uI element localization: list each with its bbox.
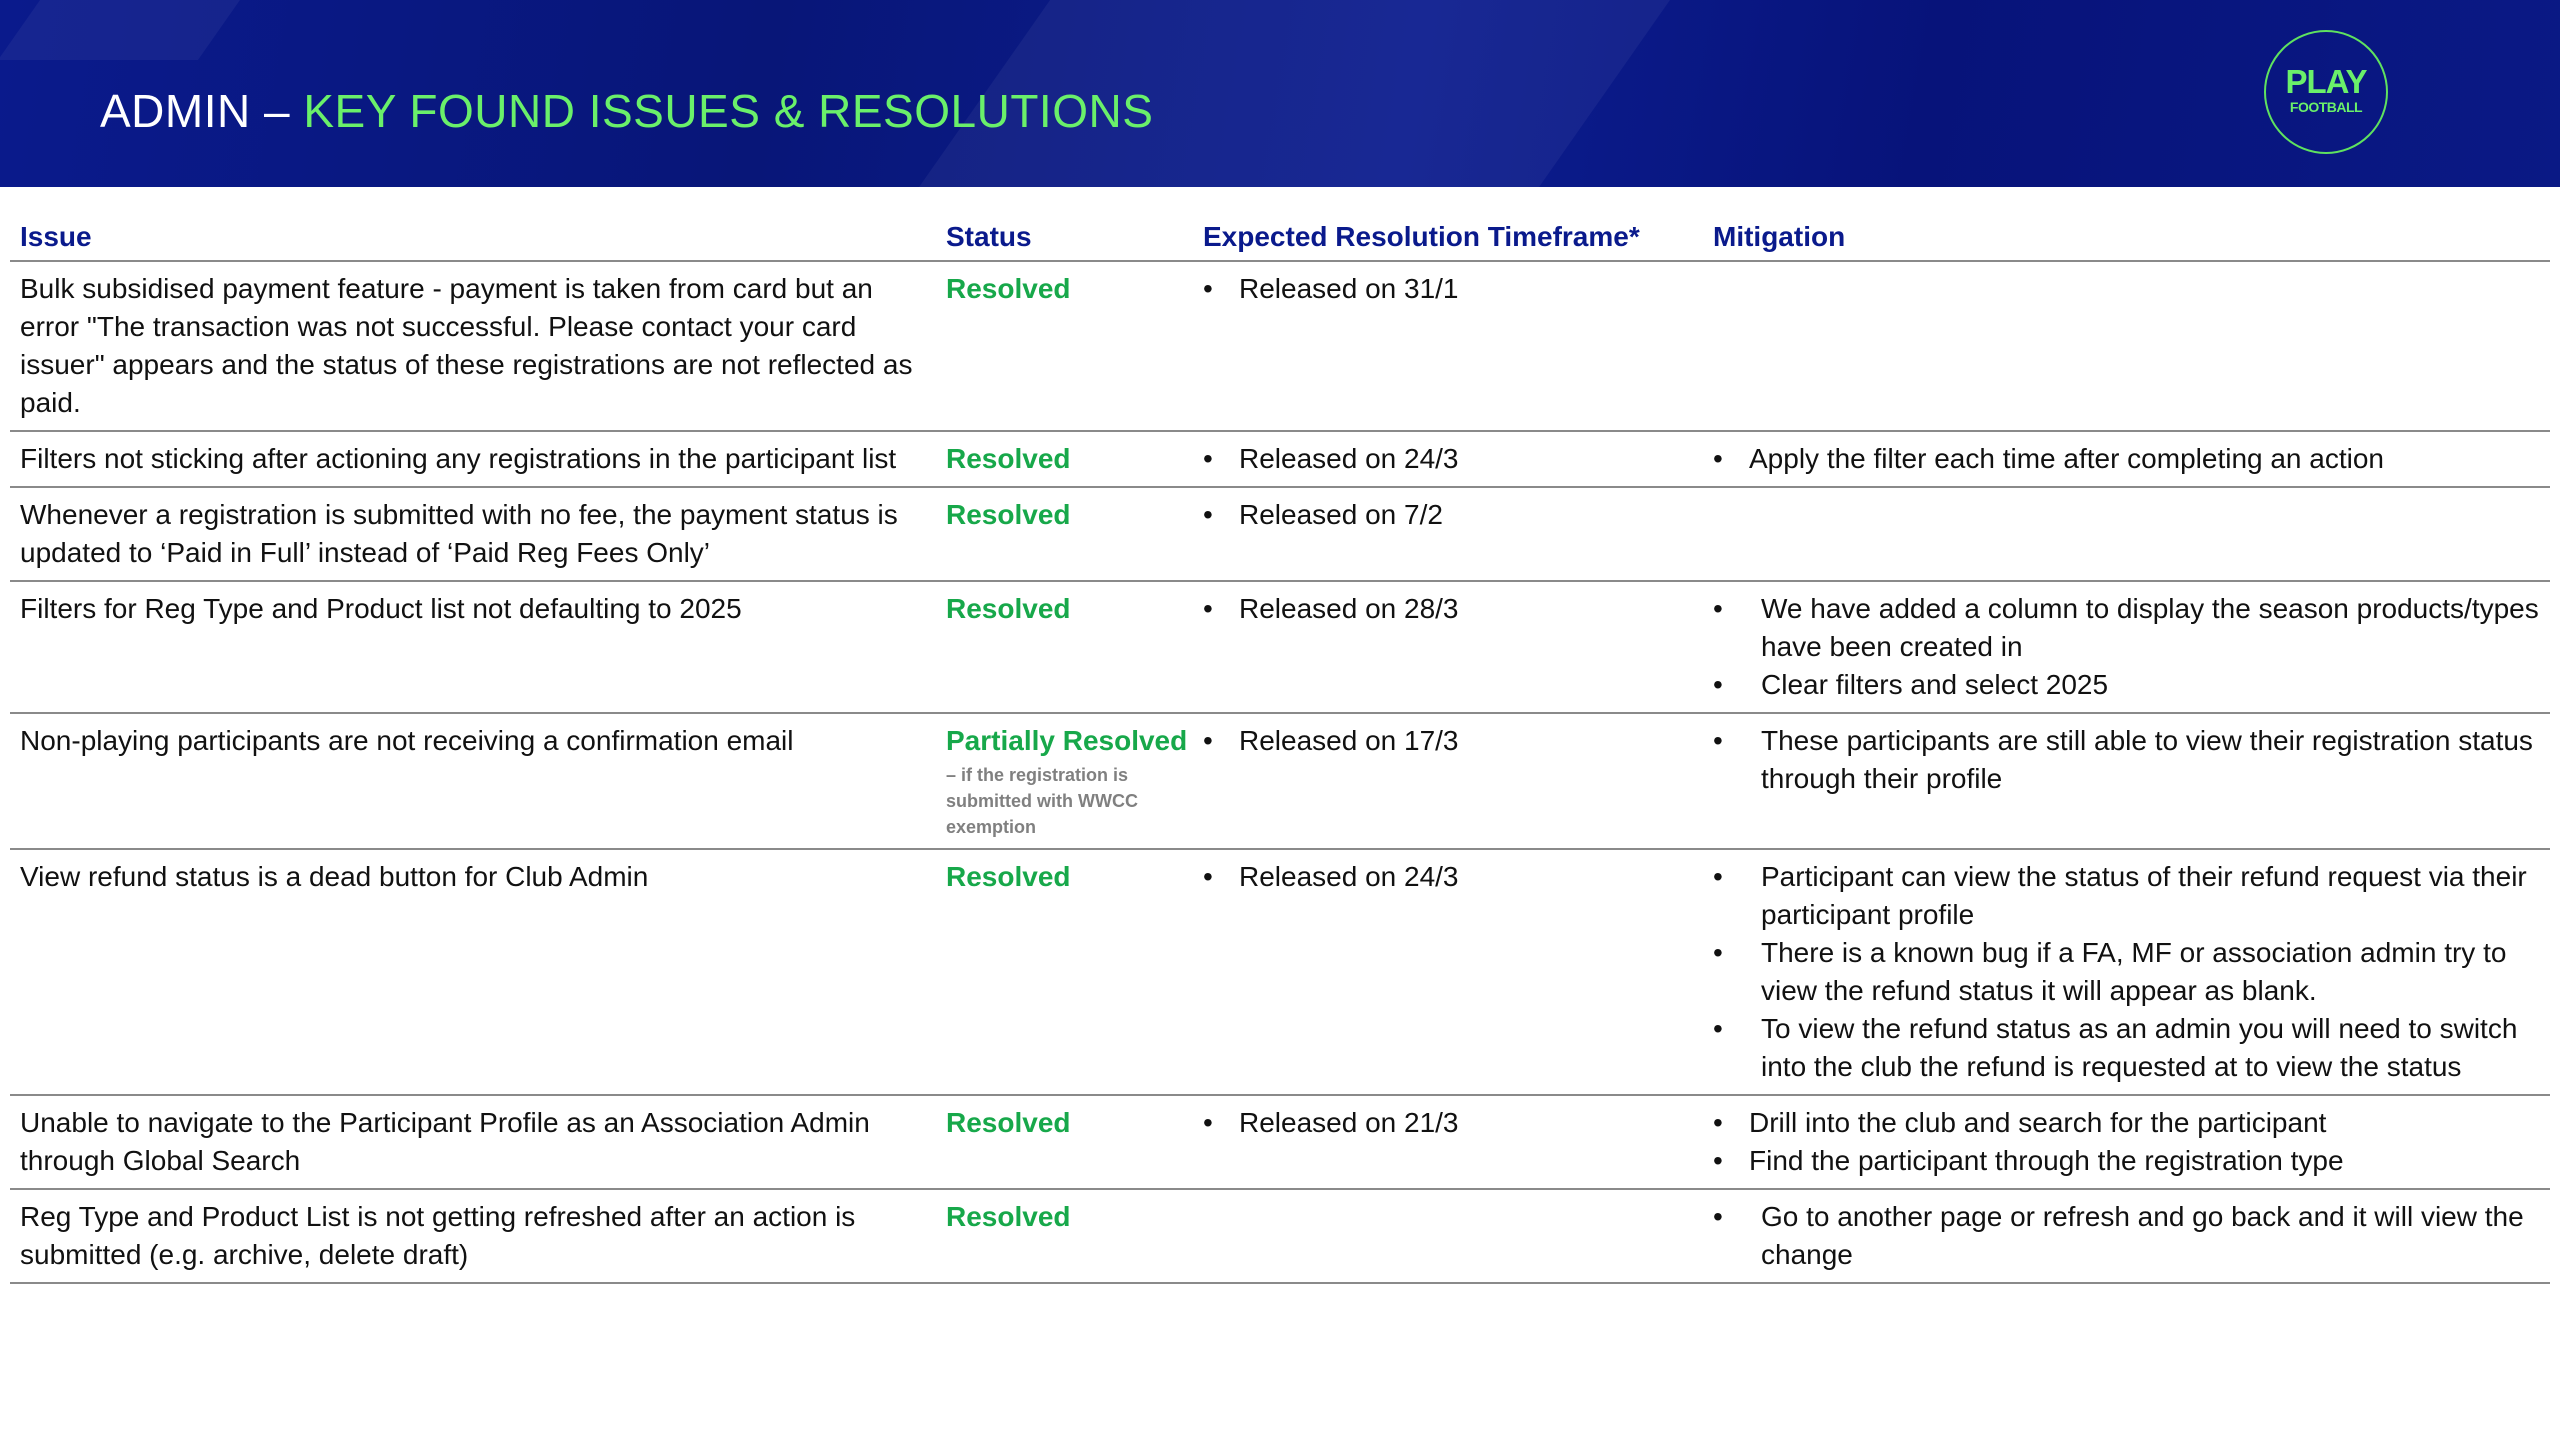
issue-cell: View refund status is a dead button for Club Admin <box>10 849 936 1095</box>
table-row <box>10 261 2550 431</box>
timeframe-list <box>1203 1104 1693 1142</box>
mitigation-cell <box>1703 487 2550 581</box>
mitigation-cell <box>1703 261 2550 431</box>
status-cell <box>936 261 1193 431</box>
status-cell <box>936 713 1193 849</box>
issue-cell: Reg Type and Product List is not getting refreshed after an action is submitted (e.g. archive, delete draft) <box>10 1189 936 1283</box>
slide-title <box>100 84 1153 138</box>
status-badge: Resolved <box>946 593 1071 624</box>
status-badge: Resolved <box>946 861 1071 892</box>
timeframe-list <box>1203 722 1693 760</box>
mitigation-item: • Apply the filter each time after completing an action <box>1713 440 2540 478</box>
column-header-timeframe: Expected Resolution Timeframe* <box>1193 212 1703 261</box>
status-cell <box>936 1189 1193 1283</box>
issues-table <box>10 212 2550 1284</box>
logo-text-play: PLAY <box>2285 63 2367 100</box>
issue-cell: Unable to navigate to the Participant Profile as an Association Admin through Global Search <box>10 1095 936 1189</box>
column-header-mitigation: Mitigation <box>1703 212 2550 261</box>
status-badge: Resolved <box>946 499 1071 530</box>
timeframe-cell <box>1193 713 1703 849</box>
mitigation-cell <box>1703 1095 2550 1189</box>
timeframe-item: • Released on 24/3 <box>1203 858 1693 896</box>
timeframe-list <box>1203 590 1693 628</box>
mitigation-cell <box>1703 713 2550 849</box>
timeframe-cell <box>1193 487 1703 581</box>
timeframe-item: • Released on 7/2 <box>1203 496 1693 534</box>
timeframe-cell <box>1193 1189 1703 1283</box>
mitigation-list <box>1713 1198 2540 1274</box>
table-row <box>10 581 2550 713</box>
timeframe-list <box>1203 858 1693 896</box>
mitigation-item: • There is a known bug if a FA, MF or association admin try to view the refund status it will appear as blank. <box>1713 934 2540 1010</box>
table-row <box>10 849 2550 1095</box>
mitigation-item: • To view the refund status as an admin you will need to switch into the club the refund is requested at to view the status <box>1713 1010 2540 1086</box>
table-row <box>10 431 2550 487</box>
issue-cell: Filters not sticking after actioning any registrations in the participant list <box>10 431 936 487</box>
mitigation-list <box>1713 590 2540 704</box>
timeframe-item: • Released on 31/1 <box>1203 270 1693 308</box>
header-decor-stripe <box>0 0 282 60</box>
timeframe-list <box>1203 270 1693 308</box>
status-badge: Resolved <box>946 1107 1071 1138</box>
mitigation-cell <box>1703 1189 2550 1283</box>
mitigation-list <box>1713 440 2540 478</box>
status-cell <box>936 487 1193 581</box>
status-cell <box>936 849 1193 1095</box>
timeframe-list <box>1203 440 1693 478</box>
mitigation-item: • Go to another page or refresh and go back and it will view the change <box>1713 1198 2540 1274</box>
mitigation-item: • Participant can view the status of their refund request via their participant profile <box>1713 858 2540 934</box>
table-row <box>10 1189 2550 1283</box>
mitigation-item: • Find the participant through the registration type <box>1713 1142 2540 1180</box>
issue-cell: Whenever a registration is submitted with no fee, the payment status is updated to ‘Paid in Full’ instead of ‘Paid Reg Fees Only’ <box>10 487 936 581</box>
mitigation-list <box>1713 722 2540 798</box>
status-cell <box>936 431 1193 487</box>
status-badge: Resolved <box>946 443 1071 474</box>
title-accent: KEY FOUND ISSUES & RESOLUTIONS <box>303 85 1154 137</box>
title-prefix: ADMIN – <box>100 85 304 137</box>
timeframe-item: • Released on 28/3 <box>1203 590 1693 628</box>
mitigation-item: • These participants are still able to view their registration status through their profile <box>1713 722 2540 798</box>
timeframe-cell <box>1193 261 1703 431</box>
play-football-logo <box>2264 30 2388 154</box>
status-badge: Resolved <box>946 1201 1071 1232</box>
table-row <box>10 487 2550 581</box>
mitigation-list <box>1713 858 2540 1086</box>
timeframe-cell <box>1193 1095 1703 1189</box>
table-row <box>10 713 2550 849</box>
issue-cell: Non-playing participants are not receiving a confirmation email <box>10 713 936 849</box>
timeframe-cell <box>1193 849 1703 1095</box>
table-body <box>10 261 2550 1283</box>
mitigation-item: • Clear filters and select 2025 <box>1713 666 2540 704</box>
mitigation-list <box>1713 1104 2540 1180</box>
slide-header <box>0 0 2560 187</box>
timeframe-list <box>1203 496 1693 534</box>
status-cell <box>936 1095 1193 1189</box>
timeframe-cell <box>1193 431 1703 487</box>
status-badge: Resolved <box>946 273 1071 304</box>
timeframe-cell <box>1193 581 1703 713</box>
issue-cell: Filters for Reg Type and Product list not defaulting to 2025 <box>10 581 936 713</box>
status-note: – if the registration is submitted with WWCC exemption <box>946 765 1138 837</box>
status-badge: Partially Resolved <box>946 725 1188 756</box>
mitigation-cell <box>1703 581 2550 713</box>
column-header-status: Status <box>936 212 1193 261</box>
table-row <box>10 1095 2550 1189</box>
mitigation-item: • Drill into the club and search for the participant <box>1713 1104 2540 1142</box>
mitigation-cell <box>1703 431 2550 487</box>
logo-text-football: FOOTBALL <box>2289 99 2363 115</box>
status-cell <box>936 581 1193 713</box>
table-header-row <box>10 212 2550 261</box>
timeframe-item: • Released on 24/3 <box>1203 440 1693 478</box>
timeframe-item: • Released on 21/3 <box>1203 1104 1693 1142</box>
timeframe-item: • Released on 17/3 <box>1203 722 1693 760</box>
column-header-issue: Issue <box>10 212 936 261</box>
issue-cell: Bulk subsidised payment feature - payment is taken from card but an error "The transaction was not successful. Please contact your card issuer" appears and the status of these registrations are not reflected as paid. <box>10 261 936 431</box>
mitigation-cell <box>1703 849 2550 1095</box>
mitigation-item: • We have added a column to display the season products/types have been created in <box>1713 590 2540 666</box>
